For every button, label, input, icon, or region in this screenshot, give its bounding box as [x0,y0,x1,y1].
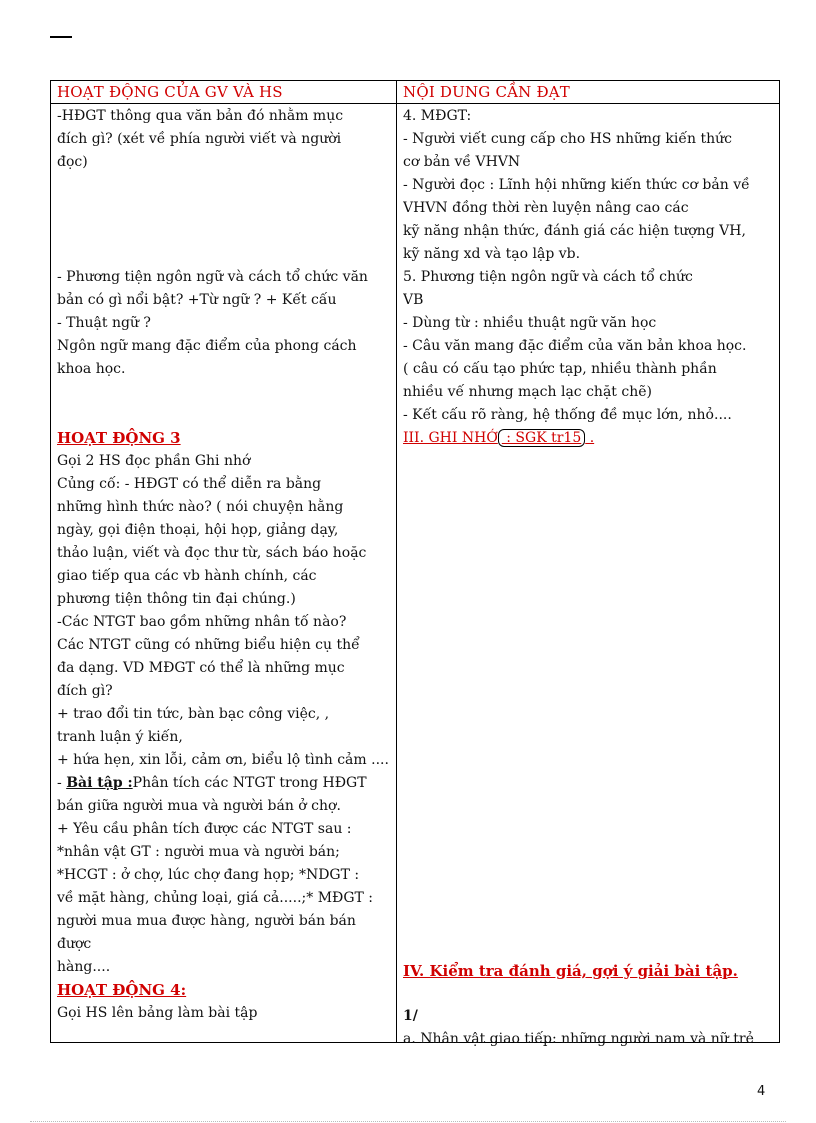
left-line: *HCGT : ở chợ, lúc chợ đang họp; *NDGT : [57,867,360,883]
left-line: + trao đổi tin tức, bàn bạc công việc, , [57,706,330,722]
left-line: *nhân vật GT : người mua và người bán; [57,844,340,860]
exercise-label: Bài tập : [66,775,133,791]
right-line: 5. Phương tiện ngôn ngữ và cách tổ chức [403,269,693,285]
exercise-text: Phân tích các NTGT trong HĐGT [132,775,367,791]
left-line: phương tiện thông tin đại chúng.) [57,591,296,607]
column-divider [396,81,397,1042]
right-line: VB [403,292,424,308]
left-line: đọc) [57,154,88,170]
memo-end: . [585,430,595,446]
top-dash-mark [50,36,72,38]
left-line: Gọi 2 HS đọc phần Ghi nhớ [57,453,251,469]
header-divider [51,103,779,104]
footer-dotted-line [30,1121,786,1122]
right-line: ( câu có cấu tạo phức tạp, nhiều thành phần [403,361,717,377]
left-column [57,105,393,1025]
left-line: tranh luận ý kiến, [57,729,183,745]
left-line: đích gì? (xét về phía người viết và người [57,131,342,147]
left-line: hàng.... [57,959,111,975]
left-line: Ngôn ngữ mang đặc điểm của phong cách [57,338,357,354]
header-teacher-student-activity: HOẠT ĐỘNG CỦA GV VÀ HS [57,83,283,101]
lesson-table [50,80,780,1047]
left-line: - Thuật ngữ ? [57,315,151,331]
left-line: những hình thức nào? ( nói chuyện hằng [57,499,344,515]
left-line: người mua mua được hàng, người bán bán [57,913,356,929]
right-line: cơ bản về VHVN [403,154,521,170]
left-line: ngày, gọi điện thoại, hội họp, giảng dạy, [57,522,339,538]
exercise-number: 1/ [403,1008,418,1024]
header-content-to-achieve: NỘI DUNG CẦN ĐẠT [403,83,571,101]
left-line: thảo luận, viết và đọc thư từ, sách báo hoặc [57,545,367,561]
right-line: - Câu văn mang đặc điểm của văn bản khoa học. [403,338,747,354]
right-line: - Dùng từ : nhiều thuật ngữ văn học [403,315,657,331]
exercise-line: - Bài tập :Phân tích các NTGT trong HĐGT [57,775,367,791]
right-line: kỹ năng nhận thức, đánh giá các hiện tượng VH, [403,223,746,239]
right-line: nhiều vế nhưng mạch lạc chặt chẽ) [403,384,652,400]
left-line: bản có gì nổi bật? +Từ ngữ ? + Kết cấu [57,292,337,308]
assessment-heading: IV. Kiểm tra đánh giá, gợi ý giải bài tập. [403,962,738,980]
left-line: - Phương tiện ngôn ngữ và cách tổ chức văn [57,269,368,285]
left-line: bán giữa người mua và người bán ở chợ. [57,798,341,814]
right-line: - Người đọc : Lĩnh hội những kiến thức cơ bản về [403,177,750,193]
memo-line [403,427,775,450]
right-line: - Kết cấu rõ ràng, hệ thống đề mục lớn, nhỏ.... [403,407,732,423]
memo-heading: III. GHI NHỚ [403,430,498,446]
left-line: Gọi HS lên bảng làm bài tập [57,1005,258,1021]
left-line: + Yêu cầu phân tích được các NTGT sau : [57,821,352,837]
left-line: giao tiếp qua các vb hành chính, các [57,568,317,584]
memo-sgk-reference: : SGK tr15 [498,429,585,447]
right-line: VHVN đồng thời rèn luyện nâng cao các [403,200,689,216]
page-number: 4 [757,1084,766,1099]
left-line: đa dạng. VD MĐGT có thể là những mục [57,660,345,676]
right-line: - Người viết cung cấp cho HS những kiến thức [403,131,732,147]
left-line: khoa học. [57,361,126,377]
activity-4-heading: HOẠT ĐỘNG 4: [57,981,187,999]
activity-3-heading: HOẠT ĐỘNG 3 [57,429,181,447]
left-line: Củng cố: - HĐGT có thể diễn ra bằng [57,476,322,492]
left-line: Các NTGT cũng có những biểu hiện cụ thể [57,637,360,653]
right-line: kỹ năng xd và tạo lập vb. [403,246,581,262]
left-line: được [57,936,92,952]
left-line: đích gì? [57,683,113,699]
right-line: a. Nhân vật giao tiếp: những người nam và nữ trẻ [403,1031,754,1047]
right-line: 4. MĐGT: [403,108,472,124]
left-line: về mặt hàng, chủng loại, giá cả.....;* MĐGT : [57,890,374,906]
left-line: + hứa hẹn, xin lỗi, cảm ơn, biểu lộ tình cảm .... [57,752,389,768]
left-line: -HĐGT thông qua văn bản đó nhằm mục [57,108,344,124]
left-line: -Các NTGT bao gồm những nhân tố nào? [57,614,347,630]
right-column [403,105,775,1051]
